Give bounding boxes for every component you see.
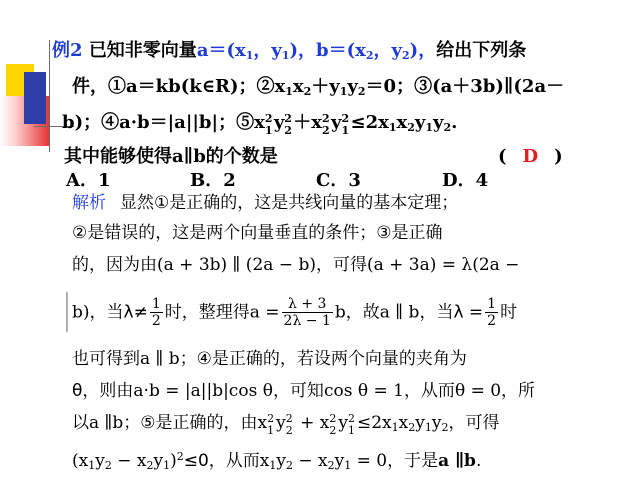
answer-value: D	[522, 146, 539, 167]
solution-label: 解析	[72, 193, 106, 213]
answer-bracket: ( D )	[498, 146, 563, 167]
solution-line-5: 也可得到a ∥ b；④是正确的，若设两个向量的夹角为	[72, 349, 467, 369]
problem-label: 例2	[52, 40, 83, 61]
question-line	[64, 146, 278, 168]
fraction-one-half: $\frac{1}{2}$	[151, 296, 161, 329]
option-c: C．3	[316, 170, 361, 191]
cond-prefix: 件，	[72, 76, 108, 97]
option-b: B．2	[190, 170, 236, 191]
fraction-one-half-2: $\frac{1}{2}$	[487, 296, 497, 329]
cond-1: ①a＝kb(k∈R)；	[108, 76, 257, 97]
problem-stem-intro: 已知非零向量	[88, 40, 197, 61]
solution-line-3: 的，因为由(a + 3b) ∥ (2a − b)，可得(a + 3a) = λ(2a −	[72, 255, 520, 275]
vector-b-def: $b=(x_2$，$y_2$)，	[316, 40, 437, 62]
cond-2: $②x_1x_2+y_1y_2=0$；	[256, 76, 415, 98]
question-text: 其中能够使得a∥b的个数是	[64, 146, 278, 167]
problem-line-1	[52, 40, 526, 67]
decor-gray-bar	[66, 292, 68, 332]
solution-line-2: ②是错误的，这是两个向量垂直的条件；③是正确	[72, 223, 443, 243]
problem-stem-tail: 给出下列条	[436, 40, 527, 61]
solution-line-7: 以a ∥b；⑤是正确的，由x 2 1 y 2 2 + x 2 2 y 2 1 $\le 2x_1x_2y_1y_2$，可得	[72, 412, 500, 437]
option-d: D．4	[442, 170, 489, 191]
decor-blue-block	[24, 72, 46, 124]
vector-a-def: $a=(x_1$，$y_1$)，	[196, 40, 317, 62]
solution-line-6: θ，则由a·b = |a||b|cos θ，可知cos θ = 1，从而θ = 0，所	[72, 381, 536, 401]
solution-line-8: $(x_1y_2 - x_2y_1)^2\le 0$，从而$x_1y_2 - x_2y_1 = 0$，于是a ∥b.	[72, 450, 482, 472]
cond-4: ④a·b＝|a||b|；	[101, 112, 237, 133]
fraction-lambda: $\frac{\lambda + 3}{2\lambda - 1}$	[283, 296, 331, 329]
option-a: A．1	[66, 170, 111, 191]
cond-5: ⑤x 2 1 y 2 2 ＋x 2 2 y 2 1 $\le 2x_1x_2y_1y_2$.	[236, 112, 458, 137]
problem-line-3	[62, 112, 457, 139]
cond-3: ③(a＋3b)∥(2a－	[414, 76, 565, 97]
cond-3-tail: b)；	[62, 112, 102, 133]
solution-line-4: b)，当λ≠ $\frac{1}{2}$ 时，整理得a = $\frac{\lambda + 3}{2\lambda - 1}$ b，故a ∥ b，当λ = $\frac{1}{2}$ 时	[72, 296, 518, 329]
problem-line-2	[72, 76, 564, 103]
decor-vertical-line	[49, 40, 50, 152]
solution-line-1: 解析 显然①是正确的，这是共线向量的基本定理；	[72, 193, 459, 213]
